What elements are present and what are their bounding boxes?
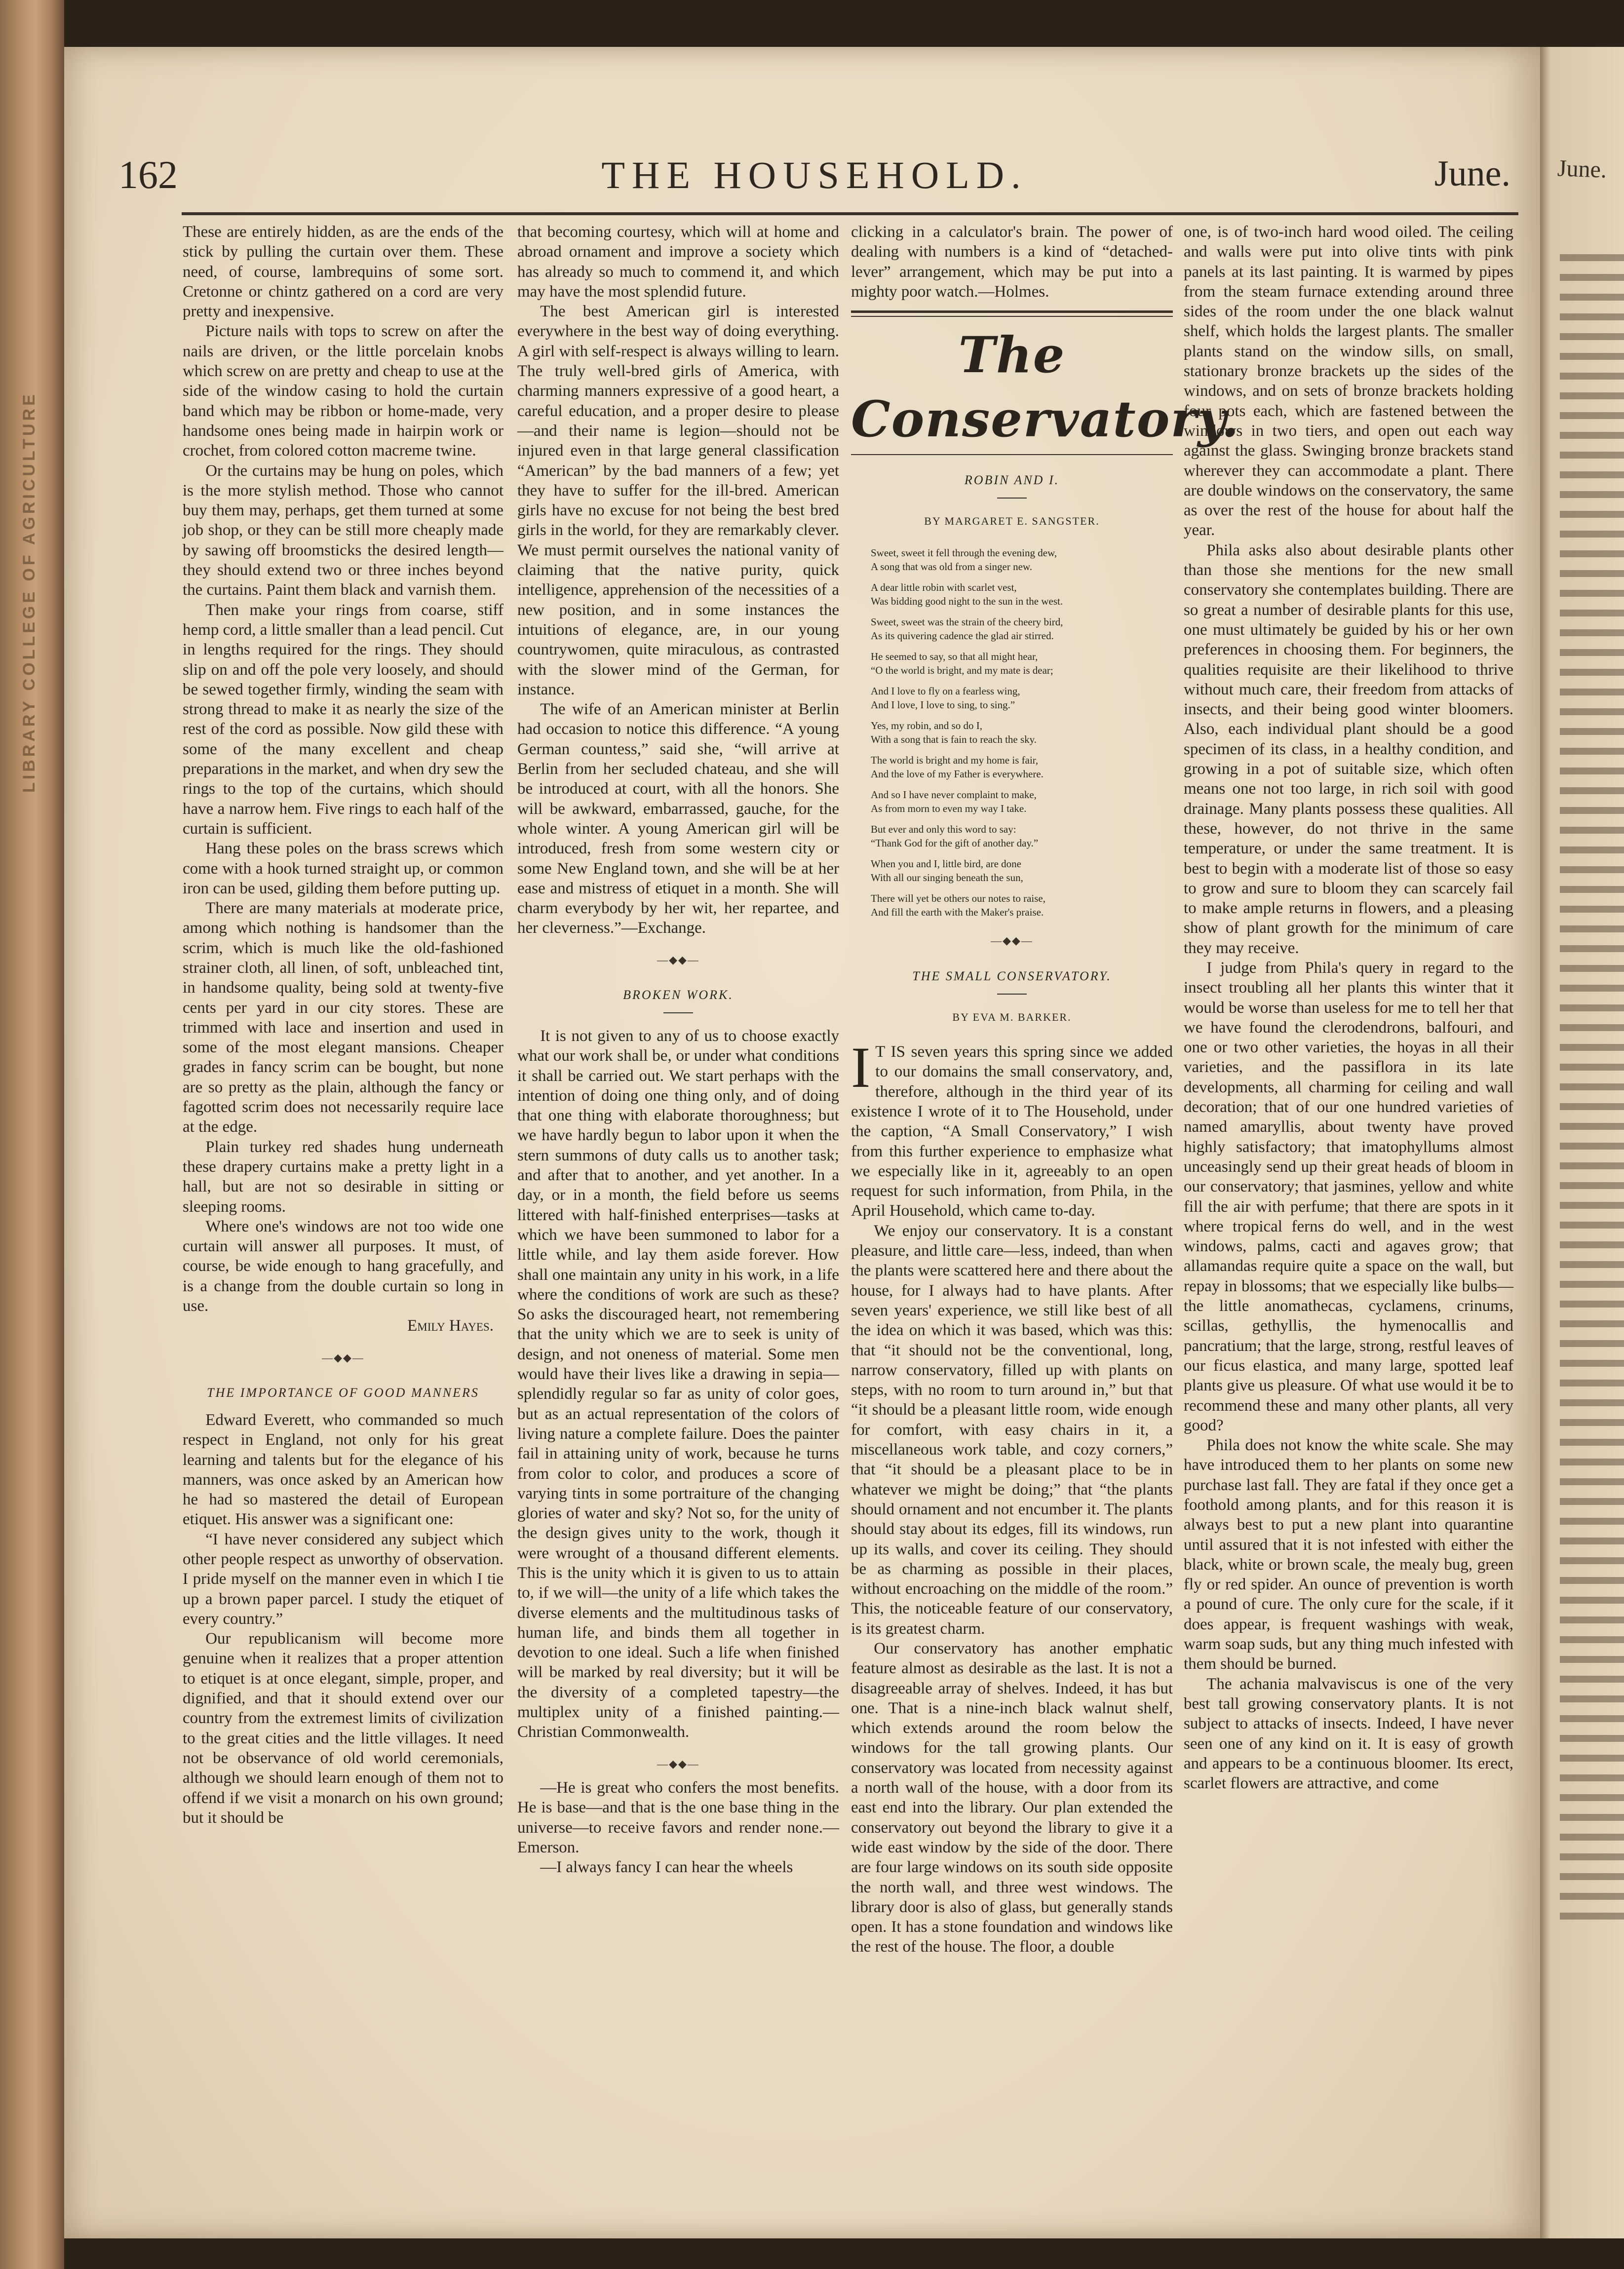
poem-line: There will yet be others our notes to raise, <box>871 892 1045 905</box>
poem-stanza <box>871 650 1163 677</box>
paragraph: Or the curtains may be hung on poles, which is the more stylish method. Those who cannot buy them may, perhaps, get them turned at some job shop, or they can be still more cheaply made by sawing off broomsticks the desired length—they should extend two or three inches beyond the curtains. Paint them black and varnish them. <box>183 461 503 599</box>
paragraph: Phila does not know the white scale. She may have introduced them to her plants on some new purchase last fall. They are fatal if they once get a foothold among plants, and for this reason it is always best to put a new plant into quarantine until assured that it is not infested with either the black, white or brown scale, the mealy bug, green fly or red spider. An ounce of prevention is worth a pound of cure. The only cure for the scale, if it does appear, is frequent washings with weak, warm soap suds, but any thing much infested with them should be burned. <box>1184 1436 1513 1673</box>
column-1 <box>183 222 503 2226</box>
poem-line: As its quivering cadence the glad air stirred. <box>871 630 1054 642</box>
poem-byline: BY MARGARET E. SANGSTER. <box>924 515 1100 528</box>
column-2 <box>517 222 839 2226</box>
library-stamp: LIBRARY COLLEGE OF AGRICULTURE <box>20 391 39 793</box>
paragraph <box>851 1035 1173 1221</box>
signature: Emily Hayes. <box>407 1317 494 1335</box>
paragraph: Our conservatory has another emphatic feature almost as desirable as the last. It is not a disagreeable array of shelves. Indeed, it has but one. That is a nine-inch black walnut shelf, which extends around the room below the windows for the tall growing plants. Our conservatory was located from necessity against a north wall of the house, with a door from its east end into the library. Our plan extended the conservatory out beyond the library to give it a wide east window by the side of the door. There are four large windows on its south side opposite the north wall, and three west windows. The library door is also of glass, but generally stands open. It has a stone foundation and windows like the rest of the house. The floor, a double <box>851 1639 1173 1956</box>
poem-line: A dear little robin with scarlet vest, <box>871 581 1017 594</box>
poem-stanza <box>871 891 1163 919</box>
department-rule <box>851 316 1173 317</box>
ornament-divider: —◆◆— <box>991 934 1033 947</box>
page-number: 162 <box>118 154 178 197</box>
poem-stanza <box>871 580 1163 608</box>
page-month: June. <box>1434 154 1510 194</box>
poem-line: But ever and only this word to say: <box>871 823 1016 836</box>
paragraph: —He is great who confers the most benefits. He is base—and that is the one base thing in the universe—to receive favors and render none.—Emerson. <box>517 1778 839 1856</box>
book-edge <box>0 0 64 2269</box>
article-title: THE SMALL CONSERVATORY. <box>912 968 1112 983</box>
paragraph: Then make your rings from coarse, stiff hemp cord, a little smaller than a lead pencil. Cut in lengths required for the rings. They should slip on and off the pole very loosely, and should be sewed together firmly, winding the seam with strong thread to make it as nearly the size of the rest of the cord as possible. Now gild these with some of the many excellent and cheap preparations in the market, and when dry sew the rings to the top of the curtains, which should have a narrow hem. Five rings to each half of the curtain is sufficient. <box>183 601 503 838</box>
ornament-divider: —◆◆— <box>657 953 699 966</box>
paragraph: Our republicanism will become more genuine when it realizes that a proper attention to etiquet is at once elegant, simple, proper, and dignified, and that it should extend over our country from the extremest limits of civilization to the great cities and the little villages. It need not be observance of old world ceremonials, although we should learn enough of them not to offend if we visit a monarch on his own ground; but it should be <box>183 1630 503 1827</box>
paragraph: Edward Everett, who commanded so much respect in England, not only for his great learning and talents but for the elegance of his manners, was once asked by an American how he had so mastered the detail of European etiquet. His answer was a significant one: <box>183 1411 503 1529</box>
next-page-edge <box>1540 47 1624 2238</box>
paragraph: clicking in a calculator's brain. The power of dealing with numbers is a kind of “detached-lever” arrangement, which may be put into a mighty poor watch.—Holmes. <box>851 223 1173 301</box>
drop-cap: I <box>851 1035 871 1100</box>
paragraph: Where one's windows are not too wide one curtain will answer all purposes. It must, of course, be wide enough to hang gracefully, and is a change from the double curtain so long in use. <box>183 1217 503 1315</box>
poem-line: Was bidding good night to the sun in the west. <box>871 595 1063 608</box>
poem-stanza <box>871 615 1163 643</box>
page-title: THE HOUSEHOLD. <box>601 154 1028 196</box>
poem-line: With a song that is fain to reach the sky. <box>871 733 1037 746</box>
poem-line: And I love, I love to sing, to sing.” <box>871 699 1015 711</box>
paragraph: “I have never considered any subject which other people respect as unworthy of observation. I pride myself on the manner even in which I tie up a brown paper parcel. I study the etiquet of every country.” <box>183 1530 503 1628</box>
next-page-header: June. <box>1557 155 1607 183</box>
ornament-divider: —◆◆— <box>322 1351 364 1364</box>
paragraph: The best American girl is interested everywhere in the best way of doing everything. A girl with self-respect is always willing to learn. The truly well-bred girls of America, with charming manners expressive of a good heart, a careful education, and a proper desire to please—and their name is legion—should not be injured even in that large general classification “American” by the bad manners of a few; yet they have to suffer for the ill-bred. American girls have no excuse for not being the best bred girls in the world, for they are remarkably clever. We must permit ourselves the national vanity of claiming that the native purity, quick intelligence, apprehension of the necessities of a new position, and in some instances the intuitions of elegance, are, in our young countrywomen, quite miraculous, as contrasted with the slower mind of the German, for instance. <box>517 303 839 698</box>
poem-stanza <box>871 857 1163 885</box>
poem-line: He seemed to say, so that all might hear, <box>871 651 1038 663</box>
paragraph: Picture nails with tops to screw on after the nails are driven, or the little porcelain knobs which screw on are pretty and cheap to use at the side of the window casing to hold the curtain band which may be ribbon or home-made, very handsome ones being made in hairpin work or crochet, from colored cotton macreme twine. <box>183 322 503 460</box>
poem-line: When you and I, little bird, are done <box>871 858 1021 870</box>
poem-line: Sweet, sweet it fell through the evening dew, <box>871 547 1057 559</box>
header-rule <box>182 212 1518 215</box>
department-rule <box>851 310 1173 313</box>
poem-line: A song that was old from a singer new. <box>871 561 1032 573</box>
poem-stanza <box>871 719 1163 746</box>
paragraph: Plain turkey red shades hung underneath these drapery curtains make a pretty light in a hall, but are not so desirable in sitting or sleeping rooms. <box>183 1138 503 1216</box>
poem-line: And the love of my Father is everywhere. <box>871 768 1044 780</box>
poem-line: And so I have never complaint to make, <box>871 789 1037 801</box>
paragraph: Hang these poles on the brass screws which come with a hook turned straight up, or common iron can be used, gilding them before putting up. <box>183 840 503 897</box>
paragraph-text: T IS seven years this spring since we added to our domains the small conservatory, and, therefore, although in the third year of its existence I wrote of it to The Household, under the caption, “A Small Conservatory,” I wish from this further experience to emphasize what we especially like in it, agreeably to an open request for such information, from Phila, in the April Household, which came to-day. <box>851 1043 1173 1220</box>
paragraph: Phila asks also about desirable plants other than those she mentions for the new small conservatory she contemplates building. There are so great a number of desirable plants for this use, one must ultimately be guided by his or her own preferences in choosing them. For beginners, the qualities requisite are their likelihood to thrive without much care, their freedom from attacks of insects, and their being good winter bloomers. Also, each individual plant should be a good specimen of its class, in a healthy condition, and growing in a pot of suitable size, which often means one not too large, in rich soil with good drainage. Many plants possess these qualities. All these, however, do not thrive in the same temperature, or under the same treatment. It is best to begin with a moderate list of those so easy to grow and sure to bloom they can scarcely fail to make ample returns in flowers, and a pleasing show of plant growth for the minimum of care they may receive. <box>1184 541 1513 957</box>
poem-stanza <box>871 788 1163 815</box>
page-header <box>118 153 1510 207</box>
poem-line: The world is bright and my home is fair, <box>871 754 1039 767</box>
article-title: BROKEN WORK. <box>623 987 734 1002</box>
title-rule <box>663 1012 693 1013</box>
poem-line: Sweet, sweet was the strain of the cheery bird, <box>871 616 1063 628</box>
poem-stanza <box>871 822 1163 850</box>
poem-line: As from morn to even my way I take. <box>871 803 1027 815</box>
poem-stanza <box>871 684 1163 712</box>
column-4 <box>1184 222 1513 2226</box>
poem-stanza <box>871 546 1163 574</box>
paragraph: It is not given to any of us to choose exactly what our work shall be, or under what conditions it shall be carried out. We start perhaps with the intention of doing one thing only, and of doing that one thing with elaborate thoroughness; but we have hardly begun to labor upon it when the stern summons of duty calls us to another task; and after that to another, and yet another. In a day, or in a month, the field before us seems littered with half-finished enterprises—tasks at which we have been summoned to labor for a little while, and lay them aside forever. How shall one maintain any unity in his work, in a life where the conditions of work are such as these? So asks the discouraged heart, not remembering that the unity which we are to seek is unity of design, and not oneness of material. Some men would have their lives like a drawing in sepia—splendidly regular so far as unity of color goes, but as an actual representation of the colors of living nature a complete failure. Does the painter fail in attaining unity of work, because he turns from color to color, and produces a score of varying tints in some portraiture of the changing glories of water and sky? Not so, for the unity of the design gives unity to the work, though it were wrought of a thousand different elements. This is the unity which it is given to us to attain to, if we will—the unity of a life which takes the diverse elements and the multitudinous tasks of human life, and binds them all together in devotion to one ideal. Such a life when finished will be marked by real diversity; but it will be the diversity of a completed tapestry—the multiplex unity of a finished painting.—Christian Commonwealth. <box>517 1027 839 1741</box>
article-title: THE IMPORTANCE OF GOOD MANNERS <box>207 1385 479 1400</box>
poem-line: And fill the earth with the Maker's praise. <box>871 906 1044 919</box>
poem-line: Yes, my robin, and so do I, <box>871 720 982 732</box>
poem-title: ROBIN AND I. <box>964 473 1060 488</box>
paragraph: that becoming courtesy, which will at home and abroad ornament and improve a society which has already so much to commend it, and which may have the most splendid future. <box>517 223 839 301</box>
poem-line: “Thank God for the gift of another day.” <box>871 837 1039 849</box>
poem-line: And I love to fly on a fearless wing, <box>871 685 1020 697</box>
poem-line: “O the world is bright, and my mate is dear; <box>871 664 1053 677</box>
column-3 <box>851 222 1240 2226</box>
paragraph: These are entirely hidden, as are the ends of the stick by pulling the curtain over them. These need, of course, lambrequins of some sort. Cretonne or chintz gathered on a cord are very pretty and inexpensive. <box>183 223 503 321</box>
department-rule <box>851 454 1173 455</box>
ornament-divider: —◆◆— <box>657 1757 699 1770</box>
title-rule <box>997 994 1027 995</box>
poem-stanza <box>871 753 1163 781</box>
title-rule <box>997 498 1027 499</box>
article-byline: BY EVA M. BARKER. <box>952 1010 1072 1023</box>
paragraph: one, is of two-inch hard wood oiled. The ceiling and walls were put into olive tints with pink panels at its last painting. It is warmed by pipes from the steam furnace extending around three sides of the room under the one black walnut shelf, which holds the largest plants. The smaller plants stand on the window sills, on small, stationary bronze brackets up the sides of the windows, and on sets of bronze brackets holding four pots each, which are fastened between the windows in two tiers, and open out each way against the glass. Swinging bronze brackets stand wherever they can accommodate a plant. There are double windows on the conservatory, the same as over the rest of the house for about half the year. <box>1184 223 1513 539</box>
paragraph: We enjoy our conservatory. It is a constant pleasure, and little care—less, indeed, than when the plants were scattered here and there about the house, for I always had to have plants. After seven years' experience, we still like best of all the idea on which it was based, which was this: that “it should not be the conventional, long, narrow conservatory, filled up with plants on steps, with no room to turn around in,” but that “it should be a pleasant little room, wide enough for comfort, with easy chairs in it, a miscellaneous work table, and cozy corners,” that “it should be a pleasant place to be in whatever we might be doing;” that “the plants should ornament and not encumber it. The plants should stay about its edges, fill its windows, run up its walls, and cover its ceiling. They should be as charming as possible in their places, without encroaching on the middle of the room.” This, the noticeable feature of our conservatory, is its greatest charm. <box>851 1222 1173 1638</box>
next-page-text-lines <box>1560 254 1624 1932</box>
paragraph: The wife of an American minister at Berlin had occasion to notice this difference. “A young German countess,” said she, “will arrive at Berlin from her secluded chateau, and she will be introduced at court, with all the honors. She will be awkward, embarrassed, gauche, for the whole winter. A young American girl will be introduced, fresh from some western city or some New England town, and she will be at her ease and mistress of etiquet in a month. She will charm everybody by her wit, her repartee, and her cleverness.”—Exchange. <box>517 700 839 937</box>
paragraph: —I always fancy I can hear the wheels <box>540 1858 793 1877</box>
poem-line: With all our singing beneath the sun, <box>871 872 1023 884</box>
paragraph: I judge from Phila's query in regard to the insect troubling all her plants this winter that it would be worse than useless for me to tell her that we have found the clerodendrons, balfouri, and one or two other varieties, the hoyas in all their varieties, and the passiflora in its late developments, all charming for ceiling and wall decoration; that of our one hundred varieties of named amaryllis, about twenty have proved highly satisfactory; that imatophyllums almost unceasingly send up their great heads of bloom in our conservatory; that jasmines, yellow and white fill the air with perfume; that there are spots in it where tropical ferns do well, and in the west windows, palms, cacti and agaves grow; that allamandas require quite a space on the wall, but repay in blossoms; that we especially like bulbs—the little anomathecas, cyclamens, crinums, scillas, gethyllis, the hymenocallis and pancratium; that the large, strong, restful leaves of our ficus elastica, and many large, spotted leaf plants give us pleasure. Of what use would it be to recommend these and many other plants, all very good? <box>1184 959 1513 1434</box>
department-title: The Conservatory. <box>851 326 1240 449</box>
poem <box>851 546 1173 919</box>
paragraph: There are many materials at moderate price, among which nothing is handsomer than the scrim, which is much like the old-fashioned strainer cloth, all linen, of soft, unbleached tint, in handsome quality, being sold at twenty-five cents per yard in our city stores. These are trimmed with lace and insertion and used in some of the most elegant mansions. Cheaper grades in fancy scrim can be bought, but none are so pretty as the plain, although the fancy or fagotted scrim does not necessarily require lace at the edge. <box>183 899 503 1136</box>
paragraph: The achania malvaviscus is one of the very best tall growing conservatory plants. It is not subject to attacks of insects. Indeed, I have never seen one of any kind on it. It is easy of growth and appears to be a continuous bloomer. Its erect, scarlet flowers are attractive, and come <box>1184 1675 1513 1793</box>
